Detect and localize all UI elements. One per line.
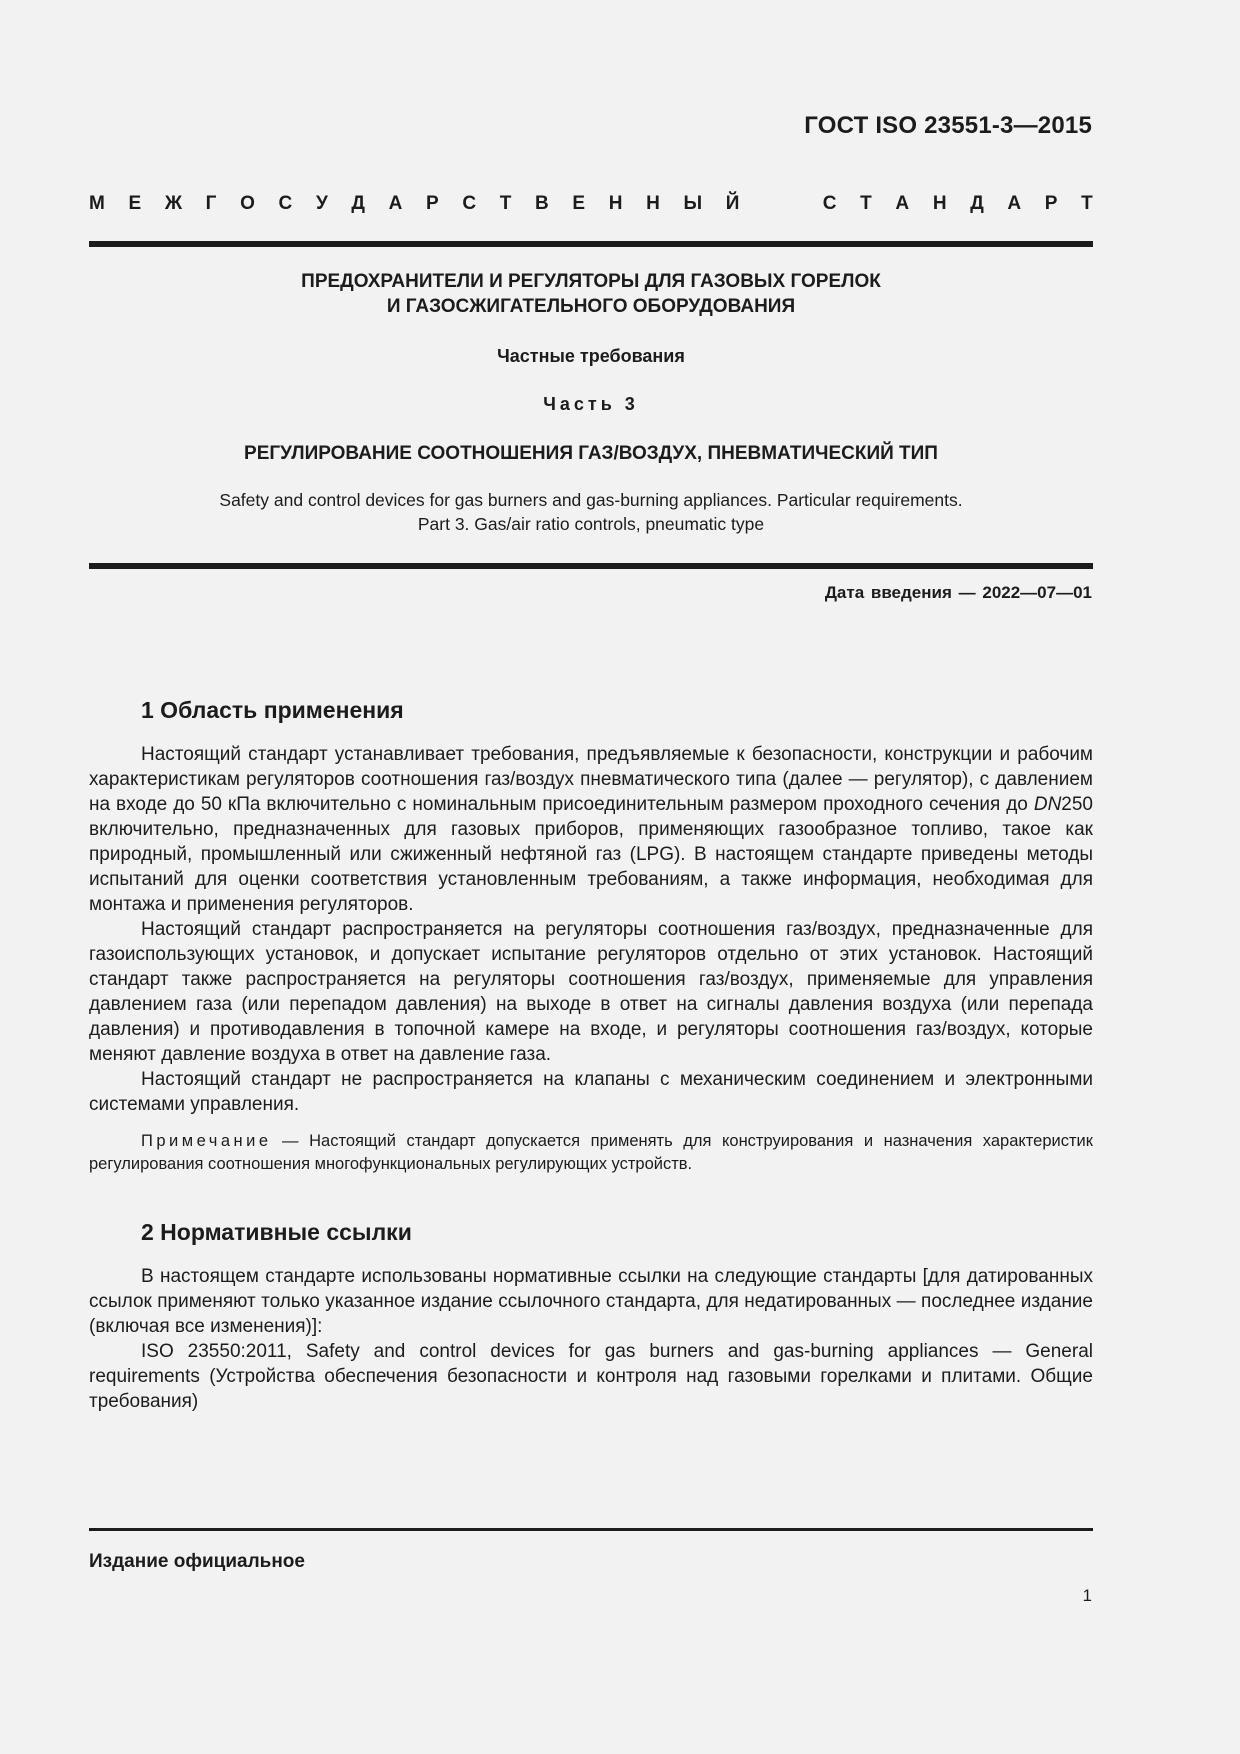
english-title-line-2: Part 3. Gas/air ratio controls, pneumatic type: [417, 514, 765, 534]
interstate-letter: Р: [426, 193, 439, 214]
english-title: [89, 488, 1093, 536]
section-1-paragraph-2: Настоящий стандарт распространяется на регуляторы соотношения газ/воздух, предназначенные для газоиспользующих установок, и допускает испытание регуляторов отдельно от этих установок. Настоящий стандарт также распространяется на регуляторы соотношения газ/воздух, применяемые для управления давлением газа (или перепадом давления) на выходе в ответ на сигналы давления воздуха (или перепада давления) и противодавления в топочной камере на входе, и регуляторы соотношения газ/воздух, которые меняют давление воздуха в ответ на давление газа.: [89, 919, 1093, 1065]
section-1-note: [89, 1130, 1093, 1176]
section-1-paragraph-3: Настоящий стандарт не распространяется на клапаны с механическим соединением и электронными системами управления.: [89, 1069, 1093, 1115]
interstate-letter: Т: [499, 193, 512, 214]
section-2-heading: 2 Нормативные ссылки: [141, 1219, 412, 1245]
interstate-letter: Г: [205, 193, 217, 214]
word-gap: [763, 191, 799, 217]
interstate-letter: А: [388, 193, 403, 214]
section-1-heading: 1 Область применения: [141, 697, 404, 723]
standard-letter: Т: [1081, 193, 1093, 214]
section-2-body: [89, 1264, 1093, 1414]
page-number: 1: [1082, 1586, 1092, 1605]
document-subtitle: Частные требования: [497, 346, 685, 366]
interstate-letter: Ж: [164, 193, 183, 214]
part-number: Часть 3: [543, 394, 639, 414]
document-title: [89, 269, 1093, 319]
interstate-letter: Е: [128, 193, 142, 214]
interstate-letter: Й: [725, 193, 740, 214]
interstate-letter: С: [462, 193, 477, 214]
introduction-date-value: 2022—07—01: [982, 583, 1092, 602]
document-designation: ГОСТ ISO 23551-3—2015: [804, 112, 1092, 139]
interstate-letter: У: [315, 193, 328, 214]
standard-letter: Д: [970, 193, 984, 214]
dn-symbol: DN: [1033, 794, 1062, 815]
footer-divider: [89, 1528, 1093, 1531]
section-2-paragraph-2: ISO 23550:2011, Safety and control devices for gas burners and gas-burning appliances — General requirements (Устройства обеспечения безопасности и контроля над газовыми горелками и плитами. Общие требования): [89, 1341, 1093, 1412]
part-title: РЕГУЛИРОВАНИЕ СООТНОШЕНИЯ ГАЗ/ВОЗДУХ, ПНЕВМАТИЧЕСКИЙ ТИП: [244, 443, 938, 464]
title-line-2: И ГАЗОСЖИГАТЕЛЬНОГО ОБОРУДОВАНИЯ: [386, 296, 796, 317]
standard-letter: С: [822, 193, 837, 214]
section-2-paragraph-1: В настоящем стандарте использованы нормативные ссылки на следующие стандарты [для датированных ссылок применяют только указанное издание ссылочного стандарта, для недатированных — последнее издание (включая все изменения)]:: [89, 1266, 1093, 1337]
english-title-line-1: Safety and control devices for gas burners and gas-burning appliances. Particular requirements.: [219, 490, 963, 510]
interstate-letter: Н: [646, 193, 660, 214]
interstate-letter: Е: [572, 193, 586, 214]
interstate-letter: М: [89, 193, 105, 214]
note-text: — Настоящий стандарт допускается применять для конструирования и назначения характеристик регулирования соотношения многофункциональных регулирующих устройств.: [89, 1132, 1093, 1173]
note-label: Примечание: [141, 1132, 272, 1150]
interstate-letter: Н: [608, 193, 623, 214]
section-1-paragraph-1: Настоящий стандарт устанавливает требования, предъявляемые к безопасности, конструкции и рабочим характеристикам регуляторов соотношения газ/воздух пневматического типа (далее — регулятор), с давлением на входе до 50 кПа включительно с номинальным присоединительным размером проходного сечения до DN250 включительно, предназначенных для газовых приборов, применяющих газообразное топливо, такое как природный, промышленный или сжиженный нефтяной газ (LPG). В настоящем стандарте приведены методы испытаний для оценки соответствия установленным требованиям, а также информация, необходимая для монтажа и применения регуляторов.: [89, 744, 1093, 915]
interstate-letter: О: [240, 193, 255, 214]
section-1-body: [89, 742, 1093, 1117]
interstate-standard-banner: [89, 191, 1093, 217]
introduction-date-label: Дата введения —: [824, 583, 976, 602]
interstate-letter: В: [535, 193, 549, 214]
interstate-letter: Д: [351, 193, 365, 214]
introduction-date: [825, 583, 1092, 603]
standard-letter: Р: [1044, 193, 1058, 214]
standard-letter: Т: [860, 193, 872, 214]
title-divider: [89, 563, 1093, 569]
standard-letter: А: [1007, 193, 1022, 214]
interstate-letter: С: [278, 193, 293, 214]
title-line-1: ПРЕДОХРАНИТЕЛИ И РЕГУЛЯТОРЫ ДЛЯ ГАЗОВЫХ ГОРЕЛОК: [301, 271, 881, 292]
standard-letter: А: [895, 193, 910, 214]
standard-letter: Н: [932, 193, 947, 214]
official-edition-label: Издание официальное: [89, 1551, 305, 1572]
header-divider: [89, 241, 1093, 247]
interstate-letter: Ы: [683, 193, 703, 214]
